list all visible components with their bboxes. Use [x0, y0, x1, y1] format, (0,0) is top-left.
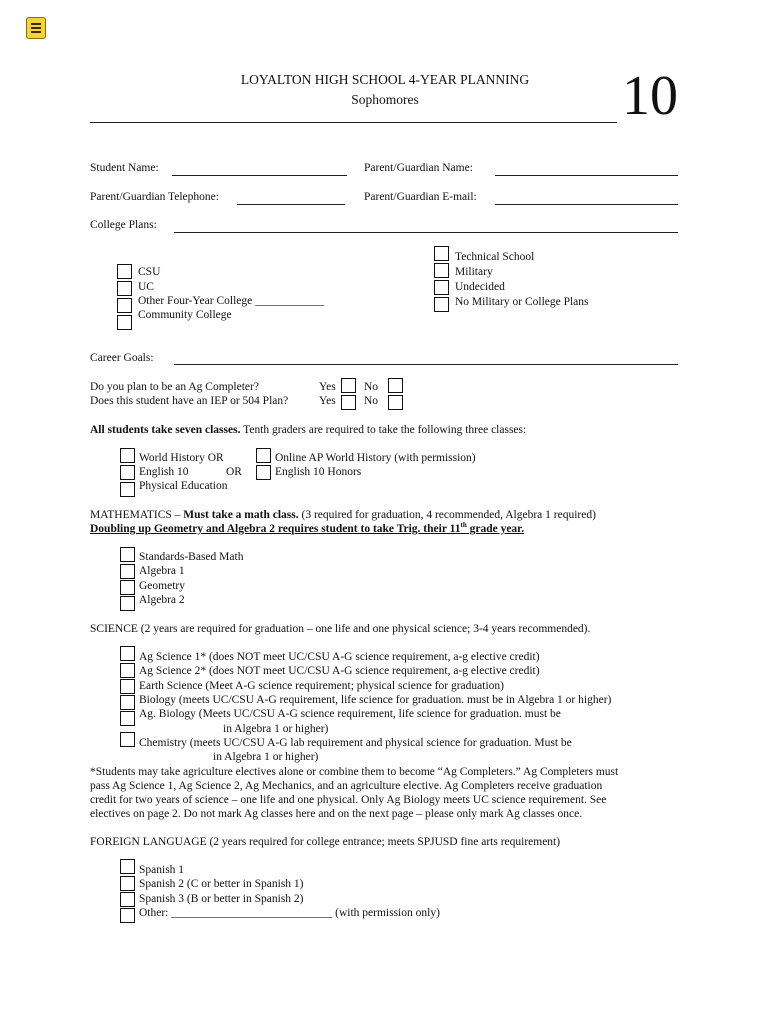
student-name-label: Student Name:: [90, 162, 159, 174]
option-ag-biology-cont: in Algebra 1 or higher): [223, 723, 329, 735]
parent-email-line[interactable]: [495, 204, 678, 205]
math-doubling-a: Doubling up Geometry and Algebra 2 requires student to take Trig. their 11: [90, 523, 461, 535]
checkbox-algebra-1[interactable]: [120, 564, 135, 579]
career-goals-label: Career Goals:: [90, 352, 154, 364]
option-online-ap: Online AP World History (with permission): [275, 452, 476, 464]
iep-yes-checkbox[interactable]: [341, 395, 356, 410]
option-community-college: Community College: [138, 309, 232, 321]
or-label: OR: [226, 466, 242, 478]
science-note-line-3: credit for two years of science – one life and one physical. Only Ag Biology meets UC science requirement. See: [90, 794, 607, 806]
checkbox-community-college[interactable]: [117, 315, 132, 330]
option-ag-biology: Ag. Biology (Meets UC/CSU A-G science requirement, life science for graduation. must be: [139, 708, 561, 720]
parent-phone-label: Parent/Guardian Telephone:: [90, 191, 219, 203]
option-biology: Biology (meets UC/CSU A-G requirement, life science for graduation. must be in Algebra 1 or higher): [139, 694, 612, 706]
option-technical-school: Technical School: [455, 251, 535, 263]
checkbox-other-language[interactable]: [120, 908, 135, 923]
checkbox-undecided[interactable]: [434, 280, 449, 295]
option-other-language: Other: ____________________________ (with permission only): [139, 907, 440, 919]
checkbox-csu[interactable]: [117, 264, 132, 279]
checkbox-world-history[interactable]: [120, 448, 135, 463]
iep-no-label: No: [364, 395, 379, 407]
checkbox-english-10[interactable]: [120, 465, 135, 480]
option-ag-science-1: Ag Science 1* (does NOT meet UC/CSU A-G science requirement, a-g elective credit): [139, 651, 540, 663]
parent-email-label: Parent/Guardian E-mail:: [364, 191, 477, 203]
option-english-10-honors: English 10 Honors: [275, 466, 362, 478]
option-other-four-year: Other Four-Year College ____________: [138, 295, 325, 307]
checkbox-biology[interactable]: [120, 695, 135, 710]
grade-number: 10: [622, 65, 678, 127]
iep-yes-label: Yes: [319, 395, 336, 407]
checkbox-ag-science-2[interactable]: [120, 663, 135, 678]
ag-completer-question: Do you plan to be an Ag Completer?: [90, 381, 259, 393]
option-csu: CSU: [138, 266, 161, 278]
parent-name-line[interactable]: [495, 175, 678, 176]
option-spanish-1: Spanish 1: [139, 864, 185, 876]
option-uc: UC: [138, 281, 154, 293]
option-earth-science: Earth Science (Meet A-G science requirement; physical science for graduation): [139, 680, 504, 692]
option-no-plans: No Military or College Plans: [455, 296, 589, 308]
checkbox-chemistry[interactable]: [120, 732, 135, 747]
checkbox-pe[interactable]: [120, 482, 135, 497]
iep-question: Does this student have an IEP or 504 Plan?: [90, 395, 289, 407]
math-heading-plain: MATHEMATICS –: [90, 509, 184, 521]
college-plans-line[interactable]: [174, 232, 678, 233]
career-goals-line[interactable]: [174, 364, 678, 365]
checkbox-english-10-honors[interactable]: [256, 465, 271, 480]
option-chemistry: Chemistry (meets UC/CSU A-G lab requirement and physical science for graduation. Must be: [139, 737, 572, 749]
checkbox-spanish-2[interactable]: [120, 876, 135, 891]
math-heading-bold: Must take a math class.: [183, 509, 299, 521]
option-chemistry-cont: in Algebra 1 or higher): [213, 751, 319, 763]
math-doubling-b: grade year.: [466, 523, 525, 535]
option-military: Military: [455, 266, 493, 278]
header-divider: [90, 122, 617, 123]
checkbox-spanish-3[interactable]: [120, 892, 135, 907]
option-undecided: Undecided: [455, 281, 505, 293]
math-heading-rest: (3 required for graduation, 4 recommended, Algebra 1 required): [298, 509, 596, 521]
ag-completer-yes-checkbox[interactable]: [341, 378, 356, 393]
checkbox-military[interactable]: [434, 263, 449, 278]
option-geometry: Geometry: [139, 580, 185, 592]
option-algebra-1: Algebra 1: [139, 565, 185, 577]
language-heading: FOREIGN LANGUAGE (2 years required for college entrance; meets SPJUSD fine arts requirement): [90, 836, 561, 848]
college-plans-label: College Plans:: [90, 219, 157, 231]
checkbox-spanish-1[interactable]: [120, 859, 135, 874]
core-intro-bold: All students take seven classes.: [90, 424, 241, 436]
page-title: LOYALTON HIGH SCHOOL 4-YEAR PLANNING: [240, 72, 530, 87]
core-classes-intro: [90, 423, 526, 437]
science-note-line-2: pass Ag Science 1, Ag Science 2, Ag Mechanics, and an agriculture elective. Ag Completers receive graduation: [90, 780, 603, 792]
option-spanish-2: Spanish 2 (C or better in Spanish 1): [139, 878, 304, 890]
checkbox-no-plans[interactable]: [434, 297, 449, 312]
checkbox-online-ap[interactable]: [256, 448, 271, 463]
checkbox-technical-school[interactable]: [434, 246, 449, 261]
ag-completer-yes-label: Yes: [319, 381, 336, 393]
iep-no-checkbox[interactable]: [388, 395, 403, 410]
page-subtitle: Sophomores: [351, 92, 419, 107]
option-world-history: World History OR: [139, 452, 224, 464]
option-ag-science-2: Ag Science 2* (does NOT meet UC/CSU A-G science requirement, a-g elective credit): [139, 665, 540, 677]
checkbox-other-four-year[interactable]: [117, 298, 132, 313]
checkbox-algebra-2[interactable]: [120, 596, 135, 611]
checkbox-earth-science[interactable]: [120, 679, 135, 694]
checkbox-ag-science-1[interactable]: [120, 646, 135, 661]
menu-icon[interactable]: [26, 17, 46, 39]
checkbox-ag-biology[interactable]: [120, 711, 135, 726]
option-standards-math: Standards-Based Math: [139, 551, 244, 563]
option-english-10: English 10: [139, 466, 189, 478]
checkbox-uc[interactable]: [117, 281, 132, 296]
option-spanish-3: Spanish 3 (B or better in Spanish 2): [139, 893, 304, 905]
student-name-line[interactable]: [172, 175, 347, 176]
core-intro-rest: Tenth graders are required to take the following three classes:: [243, 424, 527, 436]
math-doubling-sup: th: [460, 521, 467, 530]
science-note-line-1: *Students may take agriculture electives alone or combine them to become “Ag Completers.” Ag Completers must: [90, 766, 619, 778]
math-doubling-note: [90, 522, 524, 536]
science-note-line-4: electives on page 2. Do not mark Ag classes here and on the next page – please only mark Ag classes once.: [90, 808, 583, 820]
parent-phone-line[interactable]: [237, 204, 345, 205]
parent-name-label: Parent/Guardian Name:: [364, 162, 473, 174]
ag-completer-no-checkbox[interactable]: [388, 378, 403, 393]
checkbox-standards-math[interactable]: [120, 547, 135, 562]
checkbox-geometry[interactable]: [120, 580, 135, 595]
ag-completer-no-label: No: [364, 381, 379, 393]
science-heading: SCIENCE (2 years are required for graduation – one life and one physical science; 3-4 years recommended).: [90, 623, 591, 635]
option-algebra-2: Algebra 2: [139, 594, 185, 606]
option-pe: Physical Education: [139, 480, 228, 492]
math-heading: [90, 508, 596, 522]
